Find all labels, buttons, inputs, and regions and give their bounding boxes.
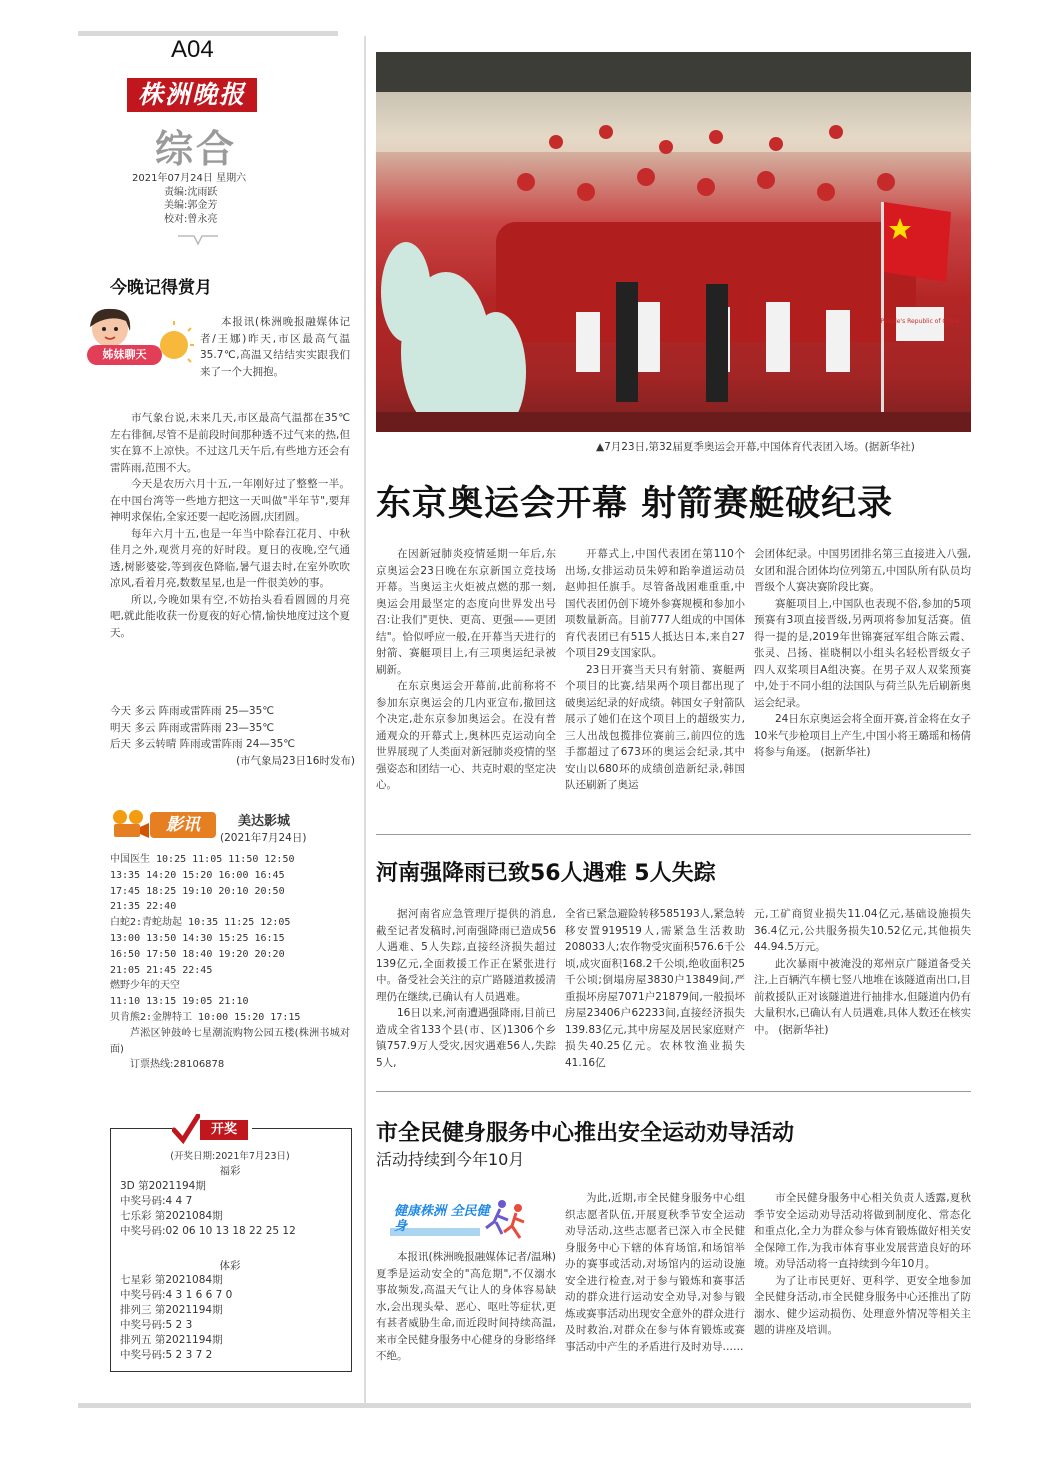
showtime-line: 中国医生 10:25 11:05 11:50 12:50 [110,854,295,865]
fitness-col-1: 本报讯(株洲晚报融媒体记者/温琳)夏季是运动安全的"高危期",不仅溺水事故频发,高温天气让人的身体容易缺水,会出现头晕、恶心、呕吐等症状,更有甚者威胁生命,而近段时间持续高温,来市全民健身服务中心健身的身影络绎不绝。 [376,1251,556,1362]
henan-col-3: 元,工矿商贸业损失11.04亿元,基础设施损失36.4亿元,公共服务损失10.52亿元,其他损失44.94.5万元。 此次暴雨中被淹没的郑州京广隧道备受关注,上百辆汽车横七竖八地堆在该隧道南出口,目前救援队正对该隧道进行抽排水,但隧道内仍有大量积水,已确认有人员遇难,具体人数还在核实中。 (据新华社) [754,908,971,1036]
showtime-line: 21:05 21:45 22:45 [110,964,213,976]
proof-line: 校对:曾永亮 [164,213,218,225]
showtime-line: 贝肯熊2:金牌特工 10:00 15:20 17:15 [110,1011,301,1023]
section-divider [376,1091,971,1092]
fitness-col-2: 为此,近期,市全民健身服务中心组织志愿者队伍,开展夏秋季节安全运动劝导活动,这些志愿者已深入市全民健身服务中心下辖的体育场馆,和场馆举办的赛事或活动,对场馆内的运动设施安全进行检查,对于参与锻炼和赛事活动的群众进行运动安全劝导,对参与锻炼或赛事活动出现安全意外的群众进行及时救治,对群众在参与体育锻炼或赛事活动中产生的矛盾进行及时劝导…… [565,1192,745,1353]
lottery-line: 七星彩 第2021084期 [120,1274,223,1286]
fitness-logo [390,1198,530,1242]
art-line: 美编:郭金芳 [164,200,218,211]
issue-date: 2021年07月24日 星期六 [132,173,247,184]
moon-lead-paragraph: 本报讯(株洲晚报融媒体记者/王娜)昨天,市区最高气温35.7℃,高温又结结实实跟我们来了一个大拥抱。 [200,316,350,378]
fucai-results [120,1179,345,1239]
film-camera-icon [110,808,150,840]
forecast-row: 今天 多云 阵雨或雷阵雨 25—35℃ [110,705,275,717]
forecast-row: 后天 多云转晴 阵雨或雷阵雨 24—35℃ [110,738,296,750]
moon-paragraph: 所以,今晚如果有空,不妨抬头看看圆圆的月亮吧,就此能收获一份夏夜的好心情,愉快地度过这个夏天。 [110,593,350,639]
showtime-line: 白蛇2:青蛇劫起 10:35 11:25 12:05 [110,917,291,929]
olympics-col-2: 开幕式上,中国代表团在第110个出场,女排运动员朱婷和跆拳道运动员赵帅担任旗手。尽管备战困难重重,中国代表团仍创下境外参赛规模和参加小项数量新高。目前777人组成的中国体育代表团已有515人抵达日本,来自27个项目29支国家队。 23日开赛当天只有射箭、赛艇两个项目的比赛,结果两个项目都出现了破奥运纪录的好成绩。韩国女子射箭队展示了她们在这个项目上的超级实力,三人出战包揽排位赛前三,前四位的选手都超过了673环的奥运会纪录,其中安山以680环的成绩创造新纪录,韩国队还刷新了奥运 [565,548,745,791]
fitness-subhead: 活动持续到今年10月 [376,1150,525,1169]
showtime-line: 16:50 17:50 18:40 19:20 20:20 [110,948,285,960]
bottom-rule [78,1403,971,1408]
columnist-avatar [82,305,197,390]
issue-meta [132,172,302,226]
lottery-line: 中奖号码:5 2 3 [120,1319,193,1331]
cinema-address: 芦淞区钟鼓岭七星潮流购物公园五楼(株洲书城对面) [110,1027,350,1055]
cinema-badge: 影讯 [150,812,216,838]
ticai-results [120,1273,345,1363]
cinema-name: 美达影城 [238,814,291,829]
showtime-line: 13:35 14:20 15:20 16:00 16:45 [110,869,285,881]
moon-body [110,410,350,641]
cinema-date: (2021年7月24日) [220,832,307,844]
section-divider [376,834,971,835]
moon-paragraph: 每年六月十五,也是一年当中除春江花月、中秋佳月之外,观赏月亮的好时段。夏日的夜晚,空气通透,树影婆娑,等到夜色降临,暑气退去时,在室外吹吹凉风,看着月亮,数数星星,也是一件很美妙的事。 [110,527,350,589]
lottery-line: 排列五 第2021194期 [120,1334,223,1346]
weather-forecast [110,703,355,769]
showtime-line: 21:35 22:40 [110,901,177,913]
column-divider [364,36,366,1404]
lottery-line: 中奖号码:4 4 7 [120,1195,193,1207]
lottery-line: 中奖号码:5 2 3 7 2 [120,1349,213,1361]
olympics-col-3: 会团体纪录。中国男团排名第三直接进入八强,女团和混合团体均位列第五,中国队所有队员均晋级个人赛决赛阶段比赛。 赛艇项目上,中国队也表现不俗,参加的5项预赛有3项直接晋级,另两项将参加复活赛。值得一提的是,2019年世锦赛冠军组合陈云霞、张灵、吕扬、崔晓桐以小组头名轻松晋级女子四人双桨项目A组决赛。在男子双人双桨预赛中,处于不同小组的法国队与荷兰队先后刷新奥运会纪录。 24日东京奥运会将全面开赛,首金将在女子10米气步枪项目上产生,中国小将王璐瑶和杨倩将参与角逐。 (据新华社) [754,548,971,758]
newspaper-logo: 株洲晚报 [127,78,257,112]
olympics-opening-photo [376,52,971,432]
lottery-line: 七乐彩 第2021084期 [120,1210,223,1222]
editor-line: 责编:沈雨跃 [164,186,218,198]
henan-col-2: 全省已紧急避险转移585193人,紧急转移安置919519人,需紧急生活救助208033人;农作物受灾面积576.6千公顷,成灾面积168.2千公顷,绝收面积25千公顷;倒塌房屋3830户13849间,严重损坏房屋7071户21879间,一般损坏房屋23406户62233间,直接经济损失139.83亿元,其中房屋及居民家庭财产损失40.25亿元。农林牧渔业损失41.16亿 [565,908,745,1069]
lottery-date: (开奖日期:2021年7月23日) [170,1151,290,1162]
moon-paragraph: 市气象台说,未来几天,市区最高气温都在35℃左右徘徊,尽管不是前段时间那种透不过气来的热,但实在算不上凉快。不过这几天午后,有些地方还会有雷阵雨,范围不大。 [110,412,350,474]
photo-caption: ▲7月23日,第32届夏季奥运会开幕,中国体育代表团入场。(据新华社) [596,441,915,453]
fitness-logo-text: 健康株洲 全民健身 [394,1204,490,1234]
section-title: 综合 [155,127,238,171]
checkmark-icon [172,1114,200,1144]
henan-headline: 河南强降雨已致56人遇难 5人失踪 [376,861,716,886]
lottery-badge: 开奖 [200,1120,248,1140]
fitness-headline: 市全民健身服务中心推出安全运动劝导活动 [376,1121,795,1146]
olympics-headline: 东京奥运会开幕 射箭赛艇破纪录 [376,484,894,524]
henan-col-1: 据河南省应急管理厅提供的消息,截至记者发稿时,河南强降雨已造成56人遇难、5人失踪,直接经济损失超过139亿元,全面救援工作正在紧张进行中。备受社会关注的京广路隧道救援清理仍在继续,已确认有人员遇难。 16日以来,河南遭遇强降雨,目前已造成全省133个县(市、区)1306个乡镇757.9万人受灾,因灾遇难56人,失踪5人, [376,908,556,1069]
showtime-line: 燃野少年的天空 [110,980,180,992]
lottery-line: 中奖号码:02 06 10 13 18 22 25 12 [120,1225,296,1237]
showtimes [110,852,350,1073]
forecast-row: 明天 多云 阵雨或雷阵雨 23—35℃ [110,721,275,734]
chevron-divider-icon [178,234,218,248]
lottery-line: 3D 第2021194期 [120,1180,206,1192]
moon-story-title: 今晚记得赏月 [110,278,212,298]
cinema-hotline: 订票热线:28106878 [130,1059,225,1071]
moon-paragraph: 今天是农历六月十五,一年刚好过了整整一半。在中国台湾等一些地方把这一天叫做"半年节",要拜神明求保佑,全家还要一起吃汤圆,庆团圆。 [110,478,350,523]
forecast-source: (市气象局23日16时发布) [236,754,355,767]
showtime-line: 17:45 18:25 19:10 20:10 20:50 [110,885,285,897]
showtime-line: 13:00 13:50 14:30 15:25 16:15 [110,932,285,944]
fucai-title: 福彩 [219,1165,241,1177]
olympics-col-1: 在因新冠肺炎疫情延期一年后,东京奥运会23日晚在东京新国立竞技场开幕。当奥运主火炬被点燃的那一刻,奥运会用最坚定的态度向世界发出号召:让我们"更快、更高、更强——更团结"。恰似呼应一般,在开幕当天进行的射箭、赛艇项目上,有三项奥运纪录被刷新。 在东京奥运会开幕前,此前称将不参加东京奥运会的几内亚宣布,撤回这个决定,赴东京参加奥运会。在没有普通观众的开幕式上,奥林匹克运动向全世界展现了人类面对新冠肺炎疫情的坚强姿态和团结一心、共克时艰的坚定决心。 [376,548,556,791]
flag-placard: People's Republic of China [880,318,960,325]
ticai-title: 体彩 [219,1260,241,1272]
page-number: A04 [171,36,214,63]
lottery-line: 排列三 第2021194期 [120,1304,223,1316]
columnist-badge: 姊妹聊天 [87,345,162,365]
fitness-col-3: 市全民健身服务中心相关负责人透露,夏秋季节安全运动劝导活动将做到制度化、常态化和重点化,全力为群众参与体育锻炼做好相关安全保障工作,为我市体育事业发展营造良好的环境。劝导活动将一直持续到今年10月。 为了让市民更好、更科学、更安全地参加全民健身活动,市全民健身服务中心还推出了防溺水、健少运动损伤、处理意外情况等相关主题的讲座及培训。 [754,1192,971,1336]
showtime-line: 11:10 13:15 19:05 21:10 [110,996,249,1008]
lottery-line: 中奖号码:4 3 1 6 6 7 0 [120,1289,233,1301]
